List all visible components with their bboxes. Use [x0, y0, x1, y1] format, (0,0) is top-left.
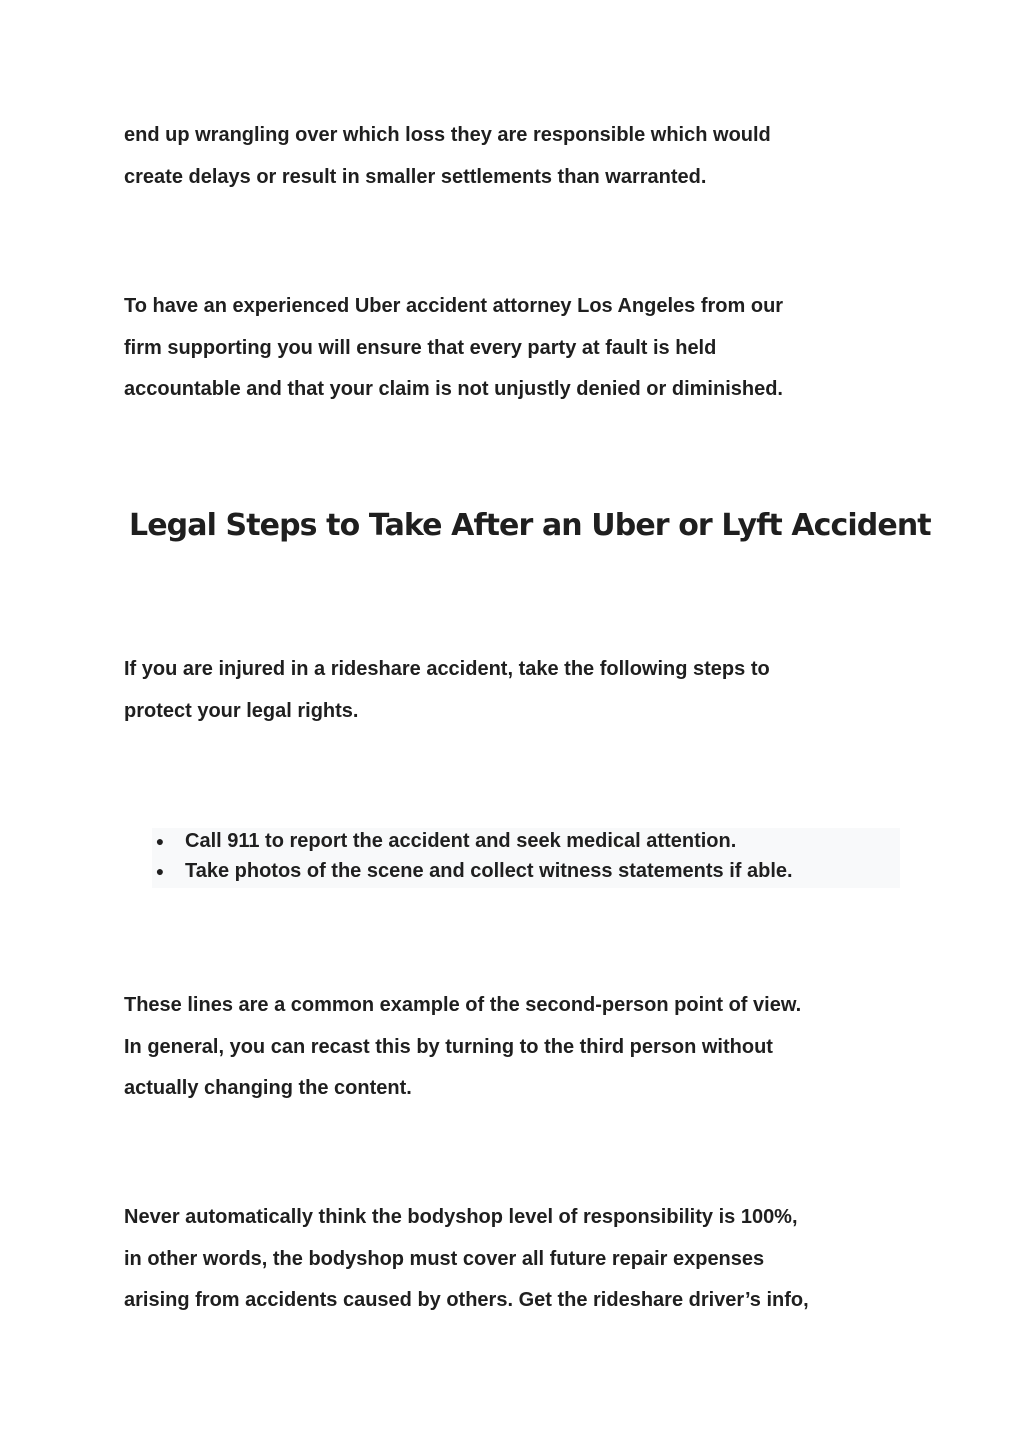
list-item-text: Take photos of the scene and collect witness statements if able.: [185, 860, 793, 882]
paragraph-line: firm supporting you will ensure that every party at fault is held: [124, 336, 717, 359]
paragraph-line: These lines are a common example of the second-person point of view.: [124, 994, 802, 1016]
list-item: [152, 826, 900, 856]
paragraph-line: In general, you can recast this by turning to the third person without: [124, 1035, 773, 1058]
paragraph-line: create delays or result in smaller settlements than warranted.: [124, 165, 707, 188]
bullet-dot-icon: ●: [155, 833, 165, 849]
paragraph-line: To have an experienced Uber accident attorney Los Angeles from our: [124, 295, 784, 317]
paragraph-line: accountable and that your claim is not unjustly denied or diminished.: [124, 378, 783, 400]
paragraph-intro-continuation: [124, 115, 904, 198]
paragraph-line: arising from accidents caused by others. Get the rideshare driver’s info,: [124, 1289, 809, 1311]
paragraph-attorney: [124, 286, 904, 411]
paragraph-line: actually changing the content.: [124, 1077, 412, 1099]
section-heading: Legal Steps to Take After an Uber or Lyft Accident: [129, 508, 931, 543]
paragraph-line: end up wrangling over which loss they are responsible which would: [124, 124, 771, 146]
paragraph-line: in other words, the bodyshop must cover all future repair expenses: [124, 1247, 765, 1270]
paragraph-point-of-view: [124, 985, 904, 1110]
list-item: [152, 856, 900, 886]
bullet-dot-icon: ●: [155, 863, 165, 879]
paragraph-bodyshop: [124, 1197, 904, 1322]
bullet-list: [152, 826, 900, 886]
list-item-text: Call 911 to report the accident and seek medical attention.: [185, 830, 737, 852]
paragraph-steps-intro: [124, 649, 904, 732]
paragraph-line: If you are injured in a rideshare accident, take the following steps to: [124, 658, 770, 680]
paragraph-line: protect your legal rights.: [124, 699, 359, 722]
paragraph-line: Never automatically think the bodyshop level of responsibility is 100%,: [124, 1206, 798, 1228]
